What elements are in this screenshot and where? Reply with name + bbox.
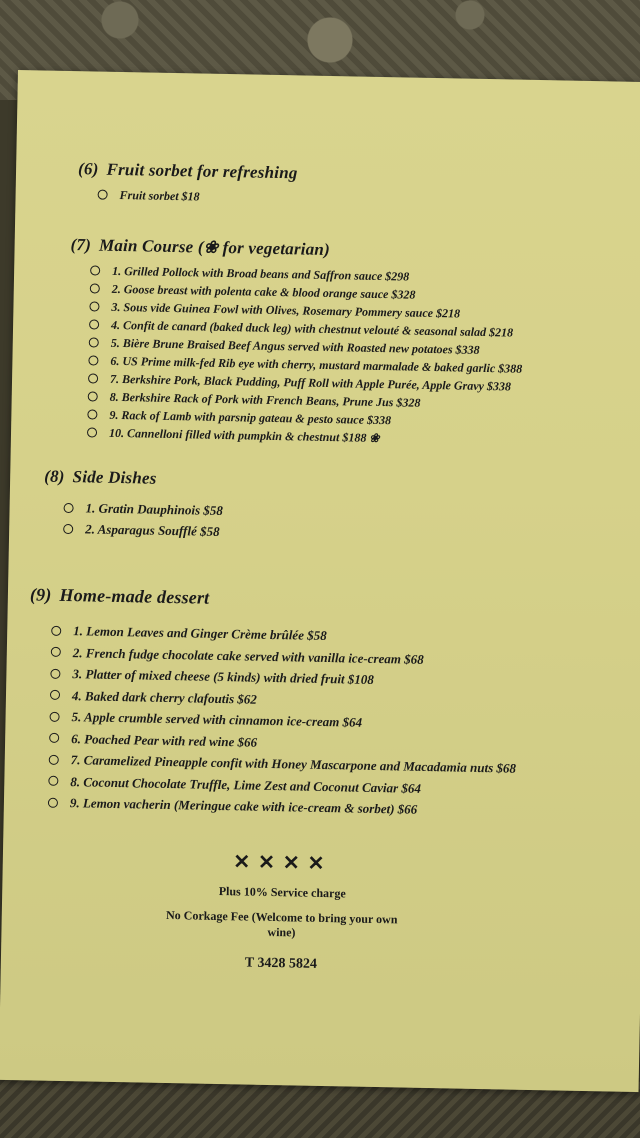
bullet-icon: [87, 409, 97, 419]
bullet-icon: [49, 711, 59, 721]
bullet-icon: [90, 283, 100, 293]
section-title: [44, 467, 224, 490]
section-side-dishes: [43, 467, 224, 542]
section-title-text: Fruit sorbet for refreshing: [106, 159, 298, 183]
menu-paper: [0, 70, 640, 1092]
service-charge-note: Plus 10% Service charge: [218, 884, 346, 901]
menu-item-text: 4. Confit de canard (baked duck leg) with chestnut velouté & seasonal salad $218: [110, 317, 514, 340]
section-title: [78, 159, 298, 183]
menu-item-text: 5. Apple crumble served with cinnamon ice-cream $64: [71, 709, 363, 730]
bullet-icon: [51, 647, 61, 657]
item-list: [97, 186, 297, 208]
section-number: (7): [70, 235, 92, 255]
menu-item-text: 8. Berkshire Rack of Pork with French Beans, Prune Jus $328: [109, 389, 421, 410]
menu-item-text: 2. Asparagus Soufflé $58: [85, 521, 220, 539]
menu-item-text: 2. French fudge chocolate cake served with vanilla ice-cream $68: [72, 644, 424, 667]
bullet-icon: [89, 337, 99, 347]
bullet-icon: [89, 319, 99, 329]
section-number: (8): [44, 466, 65, 486]
item-list: [87, 261, 524, 449]
bullet-icon: [49, 733, 59, 743]
bullet-icon: [88, 373, 98, 383]
bullet-icon: [63, 523, 73, 533]
menu-item-text: 10. Cannelloni filled with pumpkin & chestnut $188 ❀: [108, 425, 380, 446]
menu-footer: [151, 848, 413, 975]
bullet-icon: [50, 690, 60, 700]
section-number: (9): [29, 584, 52, 605]
menu-item-text: 9. Rack of Lamb with parsnip gateau & pesto sauce $338: [109, 407, 392, 428]
bullet-icon: [50, 668, 60, 678]
menu-item-text: 1. Grilled Pollock with Broad beans and Saffron sauce $298: [112, 263, 410, 284]
menu-item-text: 6. Poached Pear with red wine $66: [71, 730, 258, 750]
bullet-icon: [88, 391, 98, 401]
bullet-icon: [64, 502, 74, 512]
menu-item-text: 7. Berkshire Pork, Black Pudding, Puff Roll with Apple Purée, Apple Gravy $338: [109, 371, 512, 394]
section-main-course: [67, 235, 525, 450]
section-title: [30, 584, 520, 614]
menu-item: [97, 186, 297, 208]
menu-item-text: 8. Coconut Chocolate Truffle, Lime Zest and Coconut Caviar $64: [70, 773, 422, 796]
menu-content: [0, 70, 618, 1081]
item-list: [48, 620, 519, 822]
bullet-icon: [48, 797, 58, 807]
bullet-icon: [98, 190, 108, 200]
phone-number: T 3428 5824: [244, 955, 318, 972]
menu-item-text: 2. Goose breast with polenta cake & blood orange sauce $328: [111, 281, 416, 302]
bullet-icon: [89, 301, 99, 311]
section-title-text: Side Dishes: [72, 467, 157, 488]
menu-item-text: 6. US Prime milk-fed Rib eye with cherry, mustard marmalade & baked garlic $388: [110, 353, 523, 376]
menu-item-text: 9. Lemon vacherin (Meringue cake with ice-cream & sorbet) $66: [69, 795, 418, 817]
crosses-divider: ✕✕✕✕: [233, 851, 333, 876]
section-fruit-sorbet: [77, 159, 297, 207]
bullet-icon: [49, 754, 59, 764]
bullet-icon: [48, 776, 58, 786]
section-number: (6): [77, 159, 99, 179]
menu-item: [63, 518, 223, 542]
bullet-icon: [88, 355, 98, 365]
menu-item-text: 1. Gratin Dauphinois $58: [85, 500, 223, 519]
bullet-icon: [51, 625, 61, 635]
menu-item-text: 1. Lemon Leaves and Ginger Crème brûlée $58: [73, 623, 327, 644]
menu-item-text: 7. Caramelized Pineapple confit with Honey Mascarpone and Macadamia nuts $68: [70, 752, 517, 776]
section-dessert: [26, 584, 520, 822]
bullet-icon: [90, 265, 100, 275]
menu-item-text: 3. Sous vide Guinea Fowl with Olives, Rosemary Pommery sauce $218: [111, 299, 461, 321]
menu-item-text: 5. Bière Brune Braised Beef Angus served with Roasted new potatoes $338: [110, 335, 480, 357]
section-title-text: Main Course (❀ for vegetarian): [98, 235, 331, 260]
section-title: [70, 235, 524, 264]
menu-item-text: 3. Platter of mixed cheese (5 kinds) with dried fruit $108: [72, 666, 375, 687]
item-list: [63, 497, 223, 542]
section-title-text: Home-made dessert: [59, 584, 210, 608]
menu-item-text: 4. Baked dark cherry clafoutis $62: [71, 687, 258, 707]
menu-item: [63, 497, 223, 521]
bullet-icon: [87, 427, 97, 437]
menu-item-text: Fruit sorbet $18: [119, 187, 200, 204]
corkage-note: No Corkage Fee (Welcome to bring your own wine): [165, 907, 398, 940]
